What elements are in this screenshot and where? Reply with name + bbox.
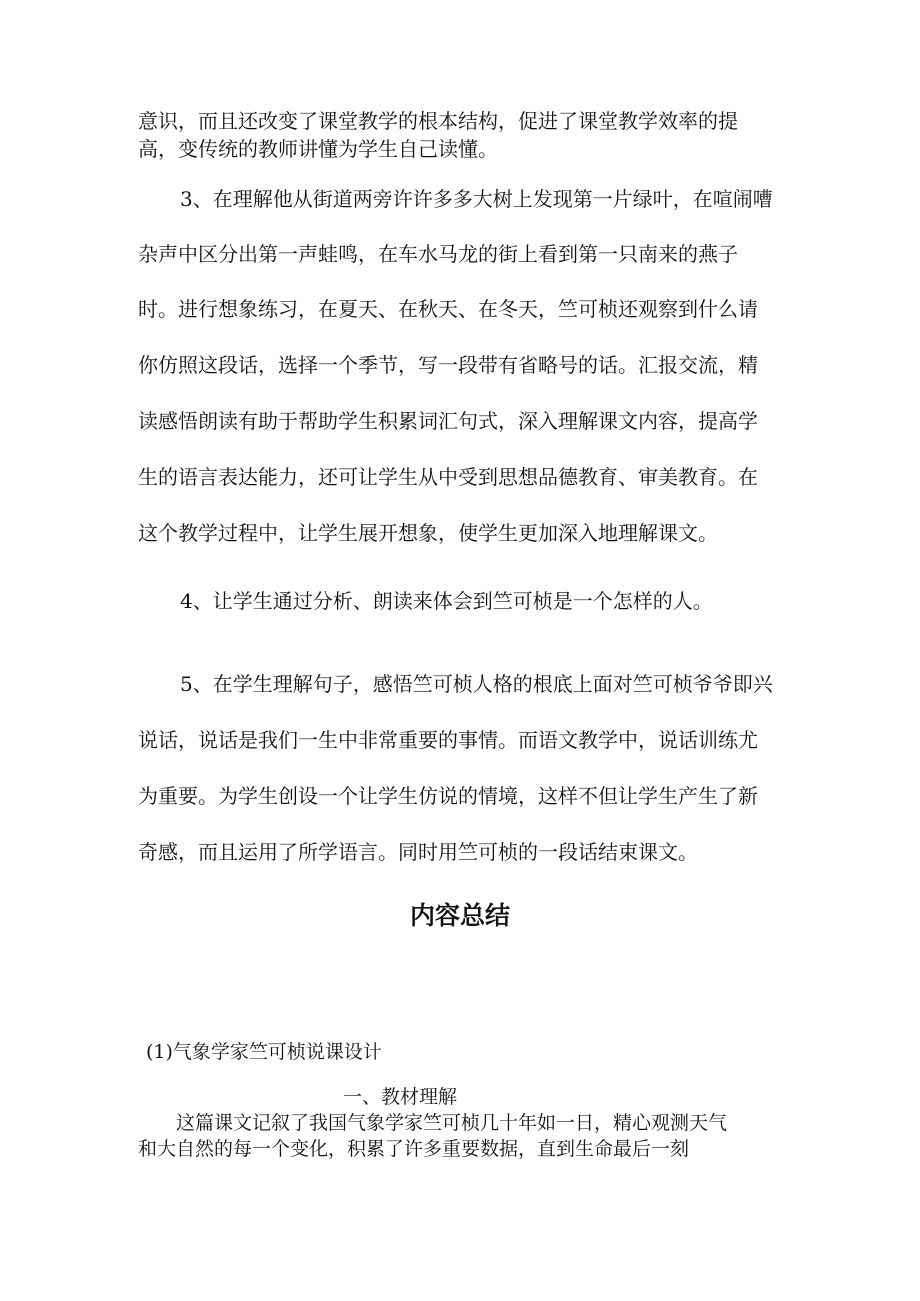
paragraph-line: 高，变传统的教师讲懂为学生自己读懂。 (138, 137, 498, 161)
section-title: 内容总结 (409, 901, 510, 930)
summary-heading: (1)气象学家竺可桢说课设计 (146, 1041, 382, 1063)
item-4-line: 4、让学生通过分析、朗读来体会到竺可桢是一个怎样的人。 (180, 589, 713, 613)
item-5-line: 说话，说话是我们一生中非常重要的事情。而语文教学中，说话训练尤 (138, 728, 758, 752)
item-3-line: 读感悟朗读有助于帮助学生积累词汇句式，深入理解课文内容，提高学 (138, 409, 758, 433)
item-3-line: 这个教学过程中，让学生展开想象，使学生更加深入地理解课文。 (138, 521, 718, 545)
summary-subheading: 一、教材理解 (343, 1086, 458, 1108)
item-3-line: 生的语言表达能力，还可让学生从中受到思想品德教育、审美教育。在 (138, 465, 758, 489)
item-5-line: 5、在学生理解句子，感悟竺可桢人格的根底上面对竺可桢爷爷即兴 (180, 672, 773, 696)
item-5-line: 奇感，而且运用了所学语言。同时用竺可桢的一段话结束课文。 (138, 840, 698, 864)
item-3-line: 杂声中区分出第一声蛙鸣，在车水马龙的街上看到第一只南来的燕子 (138, 242, 738, 266)
item-3-line: 你仿照这段话，选择一个季节，写一段带有省略号的话。汇报交流，精 (138, 353, 758, 377)
paragraph-line: 意识，而且还改变了课堂教学的根本结构，促进了课堂教学效率的提 (138, 109, 738, 133)
item-3-line: 3、在理解他从街道两旁许许多多大树上发现第一片绿叶，在喧闹嘈 (180, 187, 773, 211)
item-5-line: 为重要。为学生创设一个让学生仿说的情境，这样不但让学生产生了新 (138, 784, 758, 808)
summary-line: 和大自然的每一个变化，积累了许多重要数据，直到生命最后一刻 (138, 1138, 690, 1160)
item-3-line: 时。进行想象练习，在夏天、在秋天、在冬天，竺可桢还观察到什么请 (138, 297, 758, 321)
summary-line: 这篇课文记叙了我国气象学家竺可桢几十年如一日，精心观测天气 (176, 1112, 728, 1134)
